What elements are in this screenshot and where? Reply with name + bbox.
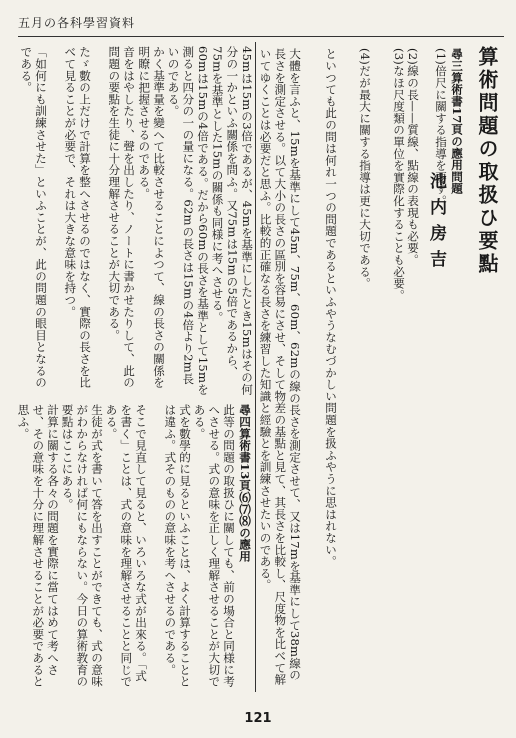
page-number: 121 (244, 711, 272, 726)
body-column: 60mは15mの4倍である。だから60mの長さを基準として15mを測ると四分の一の量になる。62mの長さは15mの4倍より2m長いのである。 (166, 46, 210, 395)
running-head: 五月の各科學習資料 (18, 16, 136, 30)
section1-item: (1)倍尺に關する指導を要す。 (434, 48, 448, 207)
section1-heading: 尋三算術書17頁の應用問題 (450, 48, 464, 195)
body-column: かく基準量を變へて比較させることによつて、線の長さの關係を明瞭に把握させるのである。 (137, 46, 166, 389)
body-column: 式を數學的に見るといふことは、よく計算することとは違ふ。式そのものの意味を考へさせるのである。 (163, 404, 192, 688)
author-name: 池内房吉 (426, 172, 446, 276)
body-column: そこで見直して見ると、いろいろな式が出來る。「式を書く」ことは、式の意味を理解させることと同じである。 (104, 404, 148, 688)
body-column: 音をはやしたり、聲を出したり、ノートに書かせたりして、此の問題の要點を生徒に十分理解させることが大切である。 (107, 46, 136, 389)
paragraph: 大體を言ふと、15mを基準にして45m、75m、60m、62mの線の長さを測定させて、又は17mを基準にして38m線の長さを測定させる。以て大小の長さの區別を容易にさせ、そして物差の基點と見て、其長さを比較し、尺度物を比べて解いてゆくことは必要だと思ふ。比較的正確なる長さを練習した知識と經驗とを訓練させたいのである。 (258, 48, 302, 686)
body-column: 生徒が式を書いて答を出すことができても、式の意味がわからなければ何にもならない。今日の算術教育の要點はここにある。 (60, 404, 104, 688)
body-column: 45mは15mの3倍であるが、45mを基準にしたとき15mはその何分の一かといふ關係を問ふ。又75mは15mの5倍であるから、75mを基準とした15mの關係も同様に考へさせる。 (210, 46, 254, 395)
section1-item: (2)線の長——質線、點線の表現も必要。 (406, 48, 420, 266)
body-column: 計算に關する各々の問題を實際に當てはめて考へさせ、その意味を十分に理解させることが必要であると思ふ。 (16, 404, 60, 688)
body-column: 「如何にも訓練させた」といふことが、此の問題の眼目となるのである。 (19, 46, 48, 389)
article-title: 算術問題の取扱ひ要點 (475, 46, 499, 276)
section1-item-4: (4)だが最大に關する指導は更に大切である。 (358, 48, 372, 290)
body-column: たゞ數の上だけで計算を整へさせるのではなく、實際の長さを比べて見ることが必要で、それは大きな意味を持つ。 (63, 46, 92, 389)
section2-heading: 尋四算術書13頁⑹⑺⑻の應用 (238, 404, 252, 563)
section1-item: (3)なほ尺度類の單位を實際化することも必要。 (392, 48, 406, 302)
body-column: 此等の問題の取扱ひに關しても、前の場合と同様に考へさせる。式の意味を正しく理解させることが大切である。 (192, 404, 236, 688)
top-rule (18, 36, 504, 37)
center-column-rule (255, 42, 256, 692)
paragraph: といつても此の問は何れ一つの問題であるといふやうなむづかしい問題を扱ふやうに思はれない。 (324, 48, 338, 568)
